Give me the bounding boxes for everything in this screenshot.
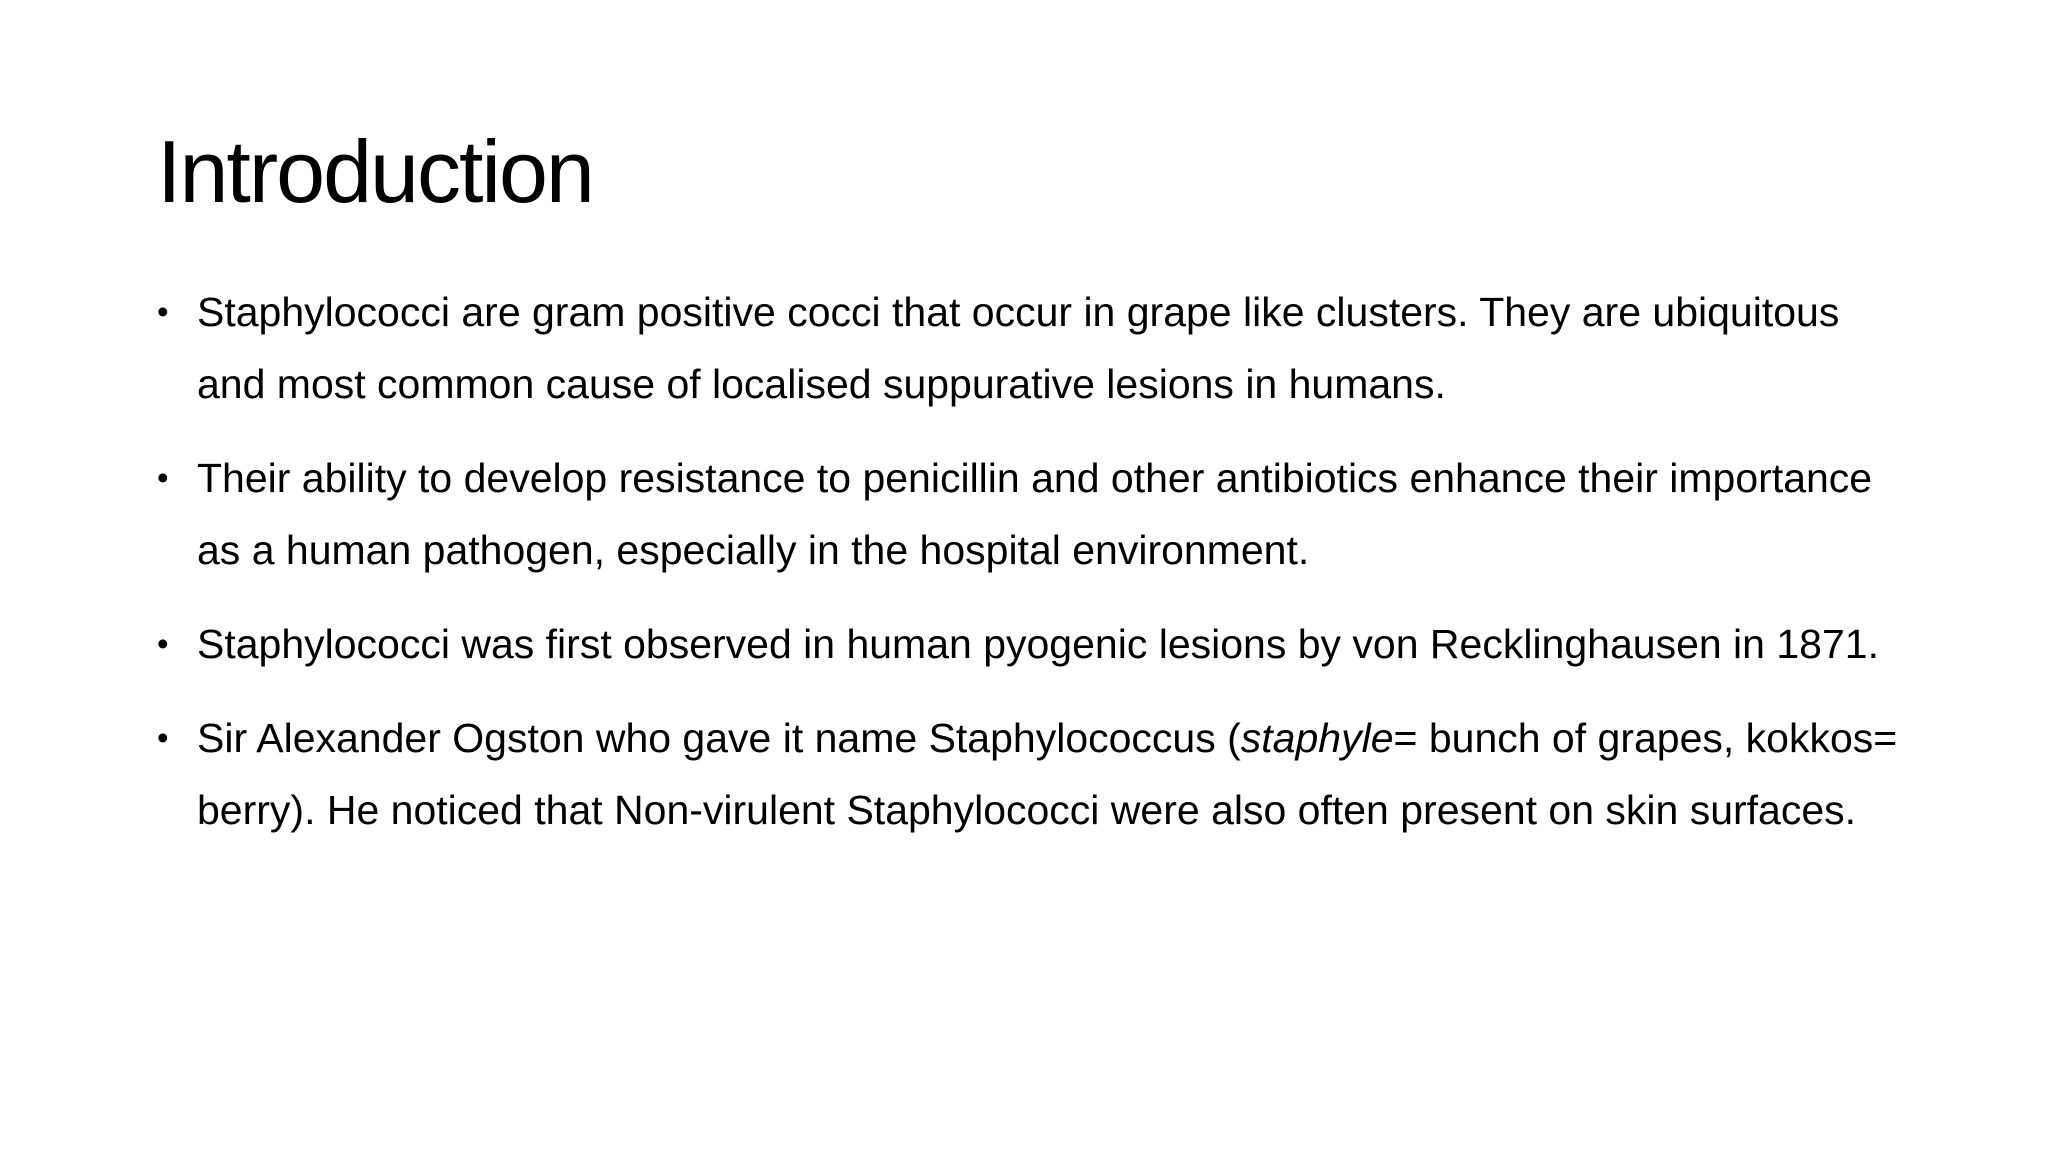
bullet-icon: • bbox=[157, 293, 169, 330]
bullet-icon: • bbox=[157, 625, 169, 662]
italic-term: staphyle bbox=[1240, 715, 1394, 761]
bullet-icon: • bbox=[157, 459, 169, 496]
bullet-item bbox=[157, 702, 1917, 846]
bullet-icon: • bbox=[157, 719, 169, 756]
bullet-item bbox=[157, 276, 1917, 420]
bullet-item bbox=[157, 442, 1917, 586]
bullet-list bbox=[157, 276, 1917, 868]
bullet-text: Staphylococci was first observed in human pyogenic lesions by von Recklinghausen in 1871. bbox=[197, 621, 1879, 667]
bullet-item bbox=[157, 608, 1917, 680]
bullet-text: Their ability to develop resistance to penicillin and other antibiotics enhance their importance as a human pathogen, especially in the hospital environment. bbox=[197, 455, 1873, 573]
bullet-text: Staphylococci are gram positive cocci that occur in grape like clusters. They are ubiquitous and most common cause of localised suppurative lesions in humans. bbox=[197, 289, 1840, 407]
slide-title: Introduction bbox=[157, 122, 593, 221]
bullet-text bbox=[197, 702, 1917, 846]
bullet-text-part: = bunch of grapes, kokkos= berry). He noticed that Non-virulent Staphylococci were also often present on skin surfaces. bbox=[197, 715, 1898, 833]
bullet-text-part: Sir Alexander Ogston who gave it name Staphylococcus ( bbox=[197, 715, 1241, 761]
